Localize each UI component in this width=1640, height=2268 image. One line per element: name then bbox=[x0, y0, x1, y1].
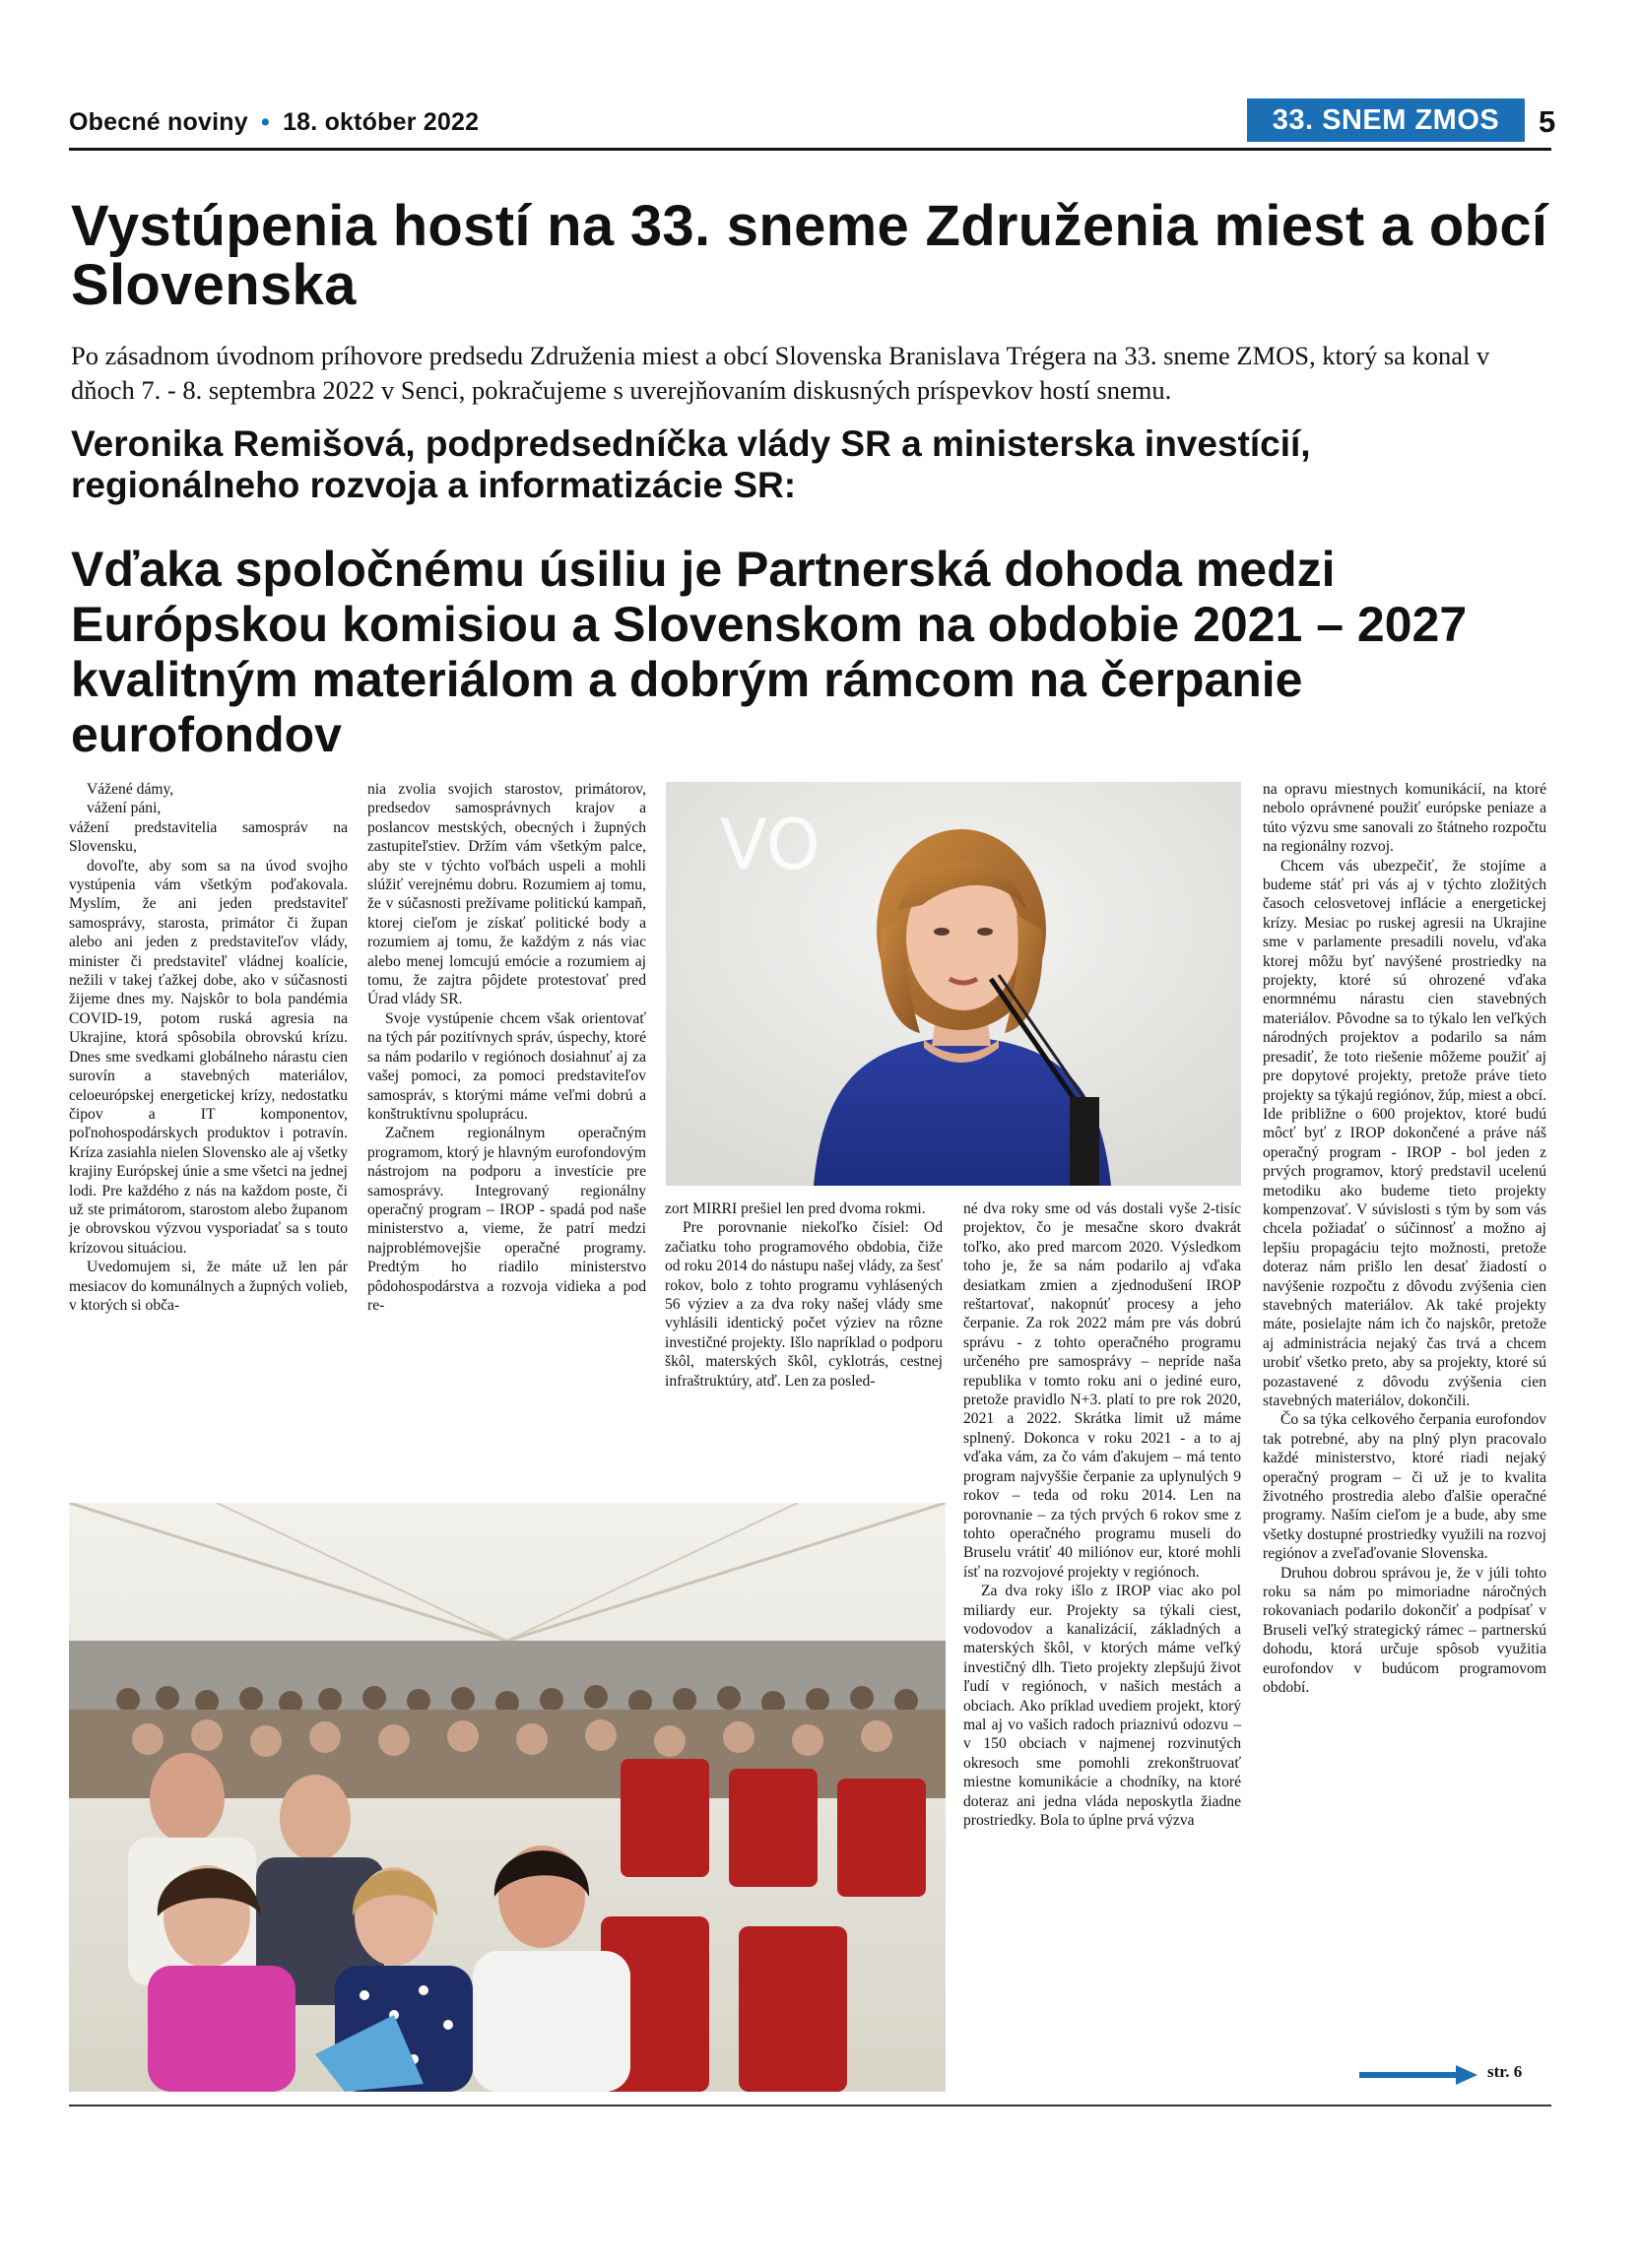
header-divider bbox=[69, 148, 1551, 151]
publication-header bbox=[69, 108, 479, 137]
article-column-5 bbox=[1263, 780, 1546, 1698]
speech-headline: Vďaka spoločnému úsiliu je Partnerská dohoda medzi Európskou komisiou a Slovenskom na obdobie 2021 – 2027 kvalitným materiálom a dobrým rámcom na čerpanie eurofondov bbox=[71, 542, 1468, 762]
paragraph: na opravu miestnych komunikácií, na ktoré nebolo oprávnené použiť európske peniaze a túto výzvu sme sanovali zo štátneho rozpočtu na regionálny rozvoj. bbox=[1263, 781, 1546, 856]
paragraph: Uvedomujem si, že máte už len pár mesiacov do komunálnych a župných volieb, v ktorých si obča- bbox=[69, 1259, 348, 1314]
continuation-arrow-icon bbox=[1359, 2065, 1477, 2085]
paragraph: zort MIRRI prešiel len pred dvoma rokmi. bbox=[665, 1200, 926, 1217]
article-column-1 bbox=[69, 780, 348, 1315]
article-column-3 bbox=[665, 1199, 943, 1391]
paragraph: vážení páni, bbox=[87, 800, 162, 817]
publication-name: Obecné noviny bbox=[69, 108, 248, 136]
header-separator: • bbox=[260, 108, 270, 136]
continuation-label[interactable]: str. 6 bbox=[1487, 2062, 1523, 2081]
paragraph: Čo sa týka celkového čerpania eurofondov tak potrebné, aby na plný plyn pracovalo každé ministerstvo, ktoré riadi nejaký operačný program – či už je to kvalita životného prostredia alebo ďalšie operačné programy. Naším cieľom je a bude, aby sme všetky dostupné prostriedky využili na rozvoj regiónov a zveľaďovanie Slovenska. bbox=[1263, 1411, 1546, 1563]
paragraph: Druhou dobrou správou je, že v júli tohto roku sa nám po mimoriadne náročných rokovaniach podarilo dokončiť a podpísať v Bruseli veľký strategický rámec – partnerskú dohodu, ktorá určuje spôsob využitia eurofondov v budúcom programovom období. bbox=[1263, 1564, 1546, 1697]
paragraph: vážení predstavitelia samospráv na Slovensku, bbox=[69, 818, 348, 856]
paragraph: né dva roky sme od vás dostali vyše 2-tisíc projektov, čo je mesačne skoro dvakrát toľko, ako pred marcom 2020. Výsledkom toho je, že sa nám podarilo aj vďaka desiatkam zmien a zjednodušení IROP reštartovať, nakopnúť procesy a jeho čerpanie. Za rok 2022 mám pre vás dobrú správu - z tohto operačného programu určeného pre samosprávy – nepríde naša republika v tomto roku ani o jediné euro, pretože pravidlo N+3. platí to pre rok 2020, 2021 a 2022. Skrátka limit už máme splnený. Dokonca v roku 2021 - a to aj vďaka vám, za čo vám ďakujem – má tento program najvyššie čerpanie za uplynulých 9 rokov – teda od roku 2014. Len na porovnanie – za tých prvých 6 rokov sme z tohto operačného programu museli do Bruselu vrátiť 40 miliónov eur, ktoré mohli ísť na rozvojové projekty v regiónoch. bbox=[963, 1200, 1241, 1581]
publication-date: 18. október 2022 bbox=[283, 108, 480, 136]
page-number: 5 bbox=[1539, 104, 1556, 139]
paragraph: Vážené dámy, bbox=[87, 781, 174, 798]
paragraph: dovoľte, aby som sa na úvod svojho vystúpenia vám všetkým poďakovala. Myslím, že ani jeden predstaviteľ samosprávy, starosta, primátor či župan alebo ani jeden z predstaviteľov vlády, minister či predstaviteľ vládnej koalície, nežili v takej ťažkej dobe, ako v súčasnosti žijeme dnes my. Najskôr to bola pandémia COVID-19, potom ruská agresia na Ukrajine, ktorá spôsobila obrovskú krízu. Dnes sme svedkami globálneho nárastu cien surovín a stavebných materiálov, celoeurópskej energetickej krízy, nedostatku čipov a IT komponentov, poľnohospodárskych produktov i potravín. Kríza zasiahla nielen Slovensko ale aj všetky krajiny Európskej únie a sme všetci na jednej lodi. Pre každého z nás na každom poste, či už ste primátorom, starostom alebo županom je obrovskou výzvou vysporiadať sa s touto krízovou situáciou. bbox=[69, 857, 348, 1257]
speaker-photo bbox=[666, 782, 1241, 1186]
paragraph: Pre porovnanie niekoľko čísiel: Od začiatku toho programového obdobia, čiže od roku 2014 do nástupu našej vlády, za šesť rokov, bolo z tohto programu vyhlásených 56 výziev a za dva roky našej vlády sme vyhlásili identický počet výziev na rôzne investičné projekty. Išlo napríklad o podporu škôl, materských škôl, cyklotrás, cestnej infraštruktúry, atď. Len za posled- bbox=[665, 1219, 943, 1390]
paragraph: nia zvolia svojich starostov, primátorov, predsedov samosprávnych krajov a poslancov mestských, obecných i župných zastupiteľstiev. Držím vám všetkým palce, aby ste v týchto voľbách uspeli a mohli slúžiť verejnému dobru. Rozumiem aj tomu, že v súčasnosti prežívame politickú kampaň, ktorej cieľom je získať politické body a rozumiem aj tomu, že každým z nás viac alebo menej lomcujú emócie a rozumiem aj tomu, že zajtra pôjdete protestovať pred Úrad vlády SR. bbox=[367, 781, 646, 1008]
article-lede: Po zásadnom úvodnom príhovore predsedu Združenia miest a obcí Slovenska Branislava Trégera na 33. sneme ZMOS, ktorý sa konal v dňoch 7. - 8. septembra 2022 v Senci, pokračujeme s uverejňovaním diskusných príspevkov hostí snemu. bbox=[71, 341, 1490, 405]
paragraph: Svoje vystúpenie chcem však orientovať na tých pár pozitívnych správ, úspechy, ktoré sa nám podarilo v regiónoch dosiahnuť aj za vašej pomoci, za pomoci predstaviteľov samospráv, s ktorými máme veľmi dobrú a konštruktívnu spoluprácu. bbox=[367, 1009, 646, 1123]
svg-text:VO: VO bbox=[720, 805, 820, 885]
paragraph: Začnem regionálnym operačným programom, ktorý je hlavným eurofondovým nástrojom na podporu a investície pre samosprávy. Integrovaný regionálny operačný program – IROP - spadá pod naše ministerstvo a, vieme, že patrí medzi najproblémovejšie operačné programy. Predtým ho riadilo ministerstvo pôdohospodárstva a rozvoja vidieka a pod re- bbox=[367, 1125, 646, 1314]
paragraph: Za dva roky išlo z IROP viac ako pol miliardy eur. Projekty sa týkali ciest, vodovodov a kanalizácií, základných a materských škôl, v ktorých máme veľký investičný dlh. Tieto projekty zlepšujú život ľudí v regiónoch, v našich mestách a obciach. Ako príklad uvediem projekt, ktorý mal aj vo vašich radoch priaznivú odozvu – v 150 obciach v najmenej rozvinutých okresoch sme pomohli zrekonštruovať miestne komunikácie a chodníky, na ktoré doteraz ani jedna vláda neposkytla žiadne prostriedky. Bola to úplne prvá výzva bbox=[963, 1583, 1241, 1829]
speaker-heading: Veronika Remišová, podpredsedníčka vlády SR a ministerska investícií, regionálneho rozvoja a informatizácie SR: bbox=[71, 423, 1311, 505]
footer-divider bbox=[69, 2105, 1551, 2106]
paragraph: Chcem vás ubezpečiť, že stojíme a budeme stáť pri vás aj v týchto zložitých časoch celosvetovej inflácie a energetickej krízy. Mesiac po ruskej agresii na Ukrajine sme v parlamente presadili novelu, vďaka ktorej môžu byť navýšené prostriedky na projekty, ktoré sú ohrozené vďaka enormnému nárastu cien stavebných materiálov. Pôvodne sa to týkalo len veľkých národných projektov a podarilo sa nám presadiť, že toto riešenie môžeme použiť aj pre dopytové projekty, pretože práve tieto projekty sa týkajú regiónov, žúp, miest a obcí. Ide približne o 600 projektov, ktoré budú môcť byť z IROP dokončené a práve náš operačný program - IROP - bol jeden z prvých programov, ktorý predstavil ucelenú metodiku ako budeme tieto projekty kompenzovať. V súvislosti s tým by som vás chcela požiadať o súčinnosť a možno aj lepšiu propagáciu tejto možnosti, pretože doteraz nám prišlo len desať žiadostí o navýšenie rozpočtu z dôvodu zvýšenia cien stavebných materiálov. Ak také projekty máte, posielajte nám ich čo najskôr, pretože aj administrácia nejaký čas trvá a chcem urobiť všetko preto, aby sa projekty, ktoré sú pozastavené z dôvodu zvýšenia cien stavebných materiálov, dokončili. bbox=[1263, 857, 1546, 1409]
article-column-2 bbox=[367, 780, 646, 1315]
section-tag: 33. SNEM ZMOS bbox=[1247, 98, 1525, 142]
article-column-4 bbox=[963, 1199, 1241, 1830]
audience-photo bbox=[69, 1503, 946, 2092]
article-title: Vystúpenia hostí na 33. sneme Združenia miest a obcí Slovenska bbox=[71, 194, 1548, 317]
